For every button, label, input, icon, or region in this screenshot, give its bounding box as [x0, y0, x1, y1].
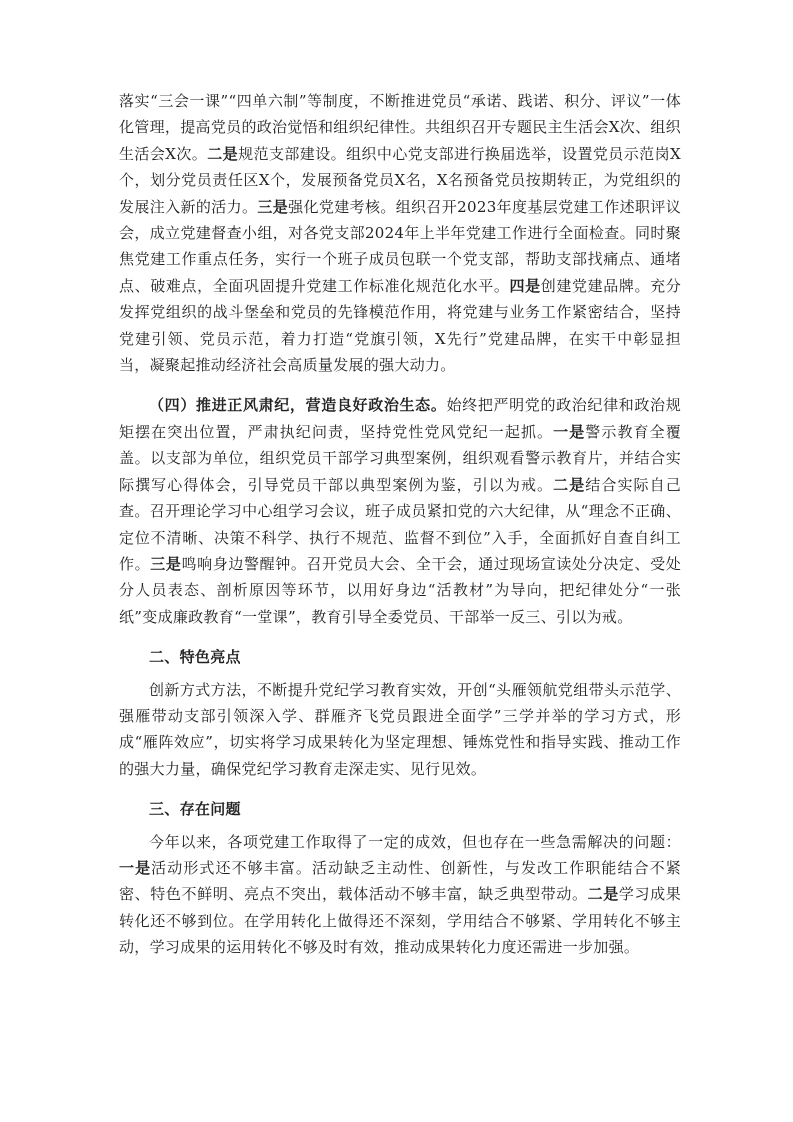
para-text: 创建党建品牌。充分发挥党组织的战斗堡垒和党员的先锋模范作用，将党建与业务工作紧密结合，坚持党建引领、党员示范，着力打造“党旗引领，X先行”党建品牌，在实干中彰显担当，凝聚起推动经济社会高质量发展的强大动力。 [119, 276, 681, 375]
bold-ordinal: 四是 [509, 276, 541, 295]
para-text: 警示教育全覆盖。以支部为单位，组织党员干部学习典型案例，组织观看警示教育片，并结合实际撰写心得体会，引导党员干部以典型案例为鉴，引以为戒。 [119, 422, 681, 494]
para-text: 规范支部建设。组织中心党支部进行换届选举，设置党员示范岗X个，划分党员责任区X个，发展预备党员X名，X名预备党员按期转正，为党组织的发展注入新的活力。 [119, 144, 681, 216]
bold-ordinal: 一是 [119, 858, 152, 877]
bold-ordinal: 一是 [553, 422, 586, 441]
document-page [119, 88, 681, 961]
paragraph-discipline [119, 392, 681, 630]
para-text: 今年以来，各项党建工作取得了一定的成效，但也存在一些急需解决的问题： [149, 832, 681, 851]
para-text: 始终把严明党的政治纪律和政治规矩摆在突出位置，严肃执纪问责，坚持党性党风党纪一起抓。 [119, 396, 681, 441]
paragraph-problems [119, 829, 681, 961]
bold-ordinal: 三是 [257, 197, 289, 216]
para-text: 强化党建考核。组织召开2023年度基层党建工作述职评议会，成立党建督查小组，对各党支部2024年上半年党建工作进行全面检查。同时聚焦党建工作重点任务，实行一个班子成员包联一个党支部，帮助支部找痛点、通堵点、破难点，全面巩固提升党建工作标准化规范化水平。 [119, 197, 681, 295]
bold-ordinal: 二是 [587, 885, 619, 904]
para-text: 结合实际自己查。召开理论学习中心组学习会议，班子成员紧扣党的六大纪律，从“理念不正确、定位不清晰、决策不科学、执行不规范、监督不到位”入手，全面抓好自查自纠工作。 [119, 475, 681, 573]
section-heading-problems: 三、存在问题 [149, 800, 241, 819]
paragraph-party-building-continued [119, 88, 681, 378]
paragraph-highlights [119, 677, 681, 783]
section-heading-highlights: 二、特色亮点 [149, 648, 241, 667]
bold-ordinal: 三是 [150, 554, 182, 573]
subsection-heading: （四）推进正风肃纪，营造良好政治生态。 [149, 396, 447, 415]
para-text: 活动形式还不够丰富。活动缺乏主动性、创新性，与发改工作职能结合不紧密、特色不鲜明、亮点不突出，载体活动不够丰富，缺乏典型带动。 [119, 858, 682, 904]
para-text: 创新方式方法，不断提升党纪学习教育实效，开创“头雁领航党组带头示范学、强雁带动支部引领深入学、群雁齐飞党员跟进全面学”三学并举的学习方式，形成“雁阵效应”，切实将学习成果转化为坚定理想、锤炼党性和指导实践、推动工作的强大力量，确保党纪学习教育走深走实、见行见效。 [119, 680, 681, 778]
bold-ordinal: 二是 [207, 144, 239, 163]
para-text: 鸣响身边警醒钟。召开党员大会、全干会，通过现场宣读处分决定、受处分人员表态、剖析原因等环节，以用好身边“活教材”为导向，把纪律处分“一张纸”变成廉政教育“一堂课”，教育引导全委党员、干部举一反三、引以为戒。 [119, 554, 681, 626]
para-text: 落实“三会一课”“四单六制”等制度，不断推进党员“承诺、践诺、积分、评议”一体化管理，提高党员的政治觉悟和组织纪律性。共组织召开专题民主生活会X次、组织生活会X次。 [119, 92, 681, 163]
para-text: 学习成果转化还不够到位。在学用转化上做得还不深刻，学用结合不够紧、学用转化不够主动，学习成果的运用转化不够及时有效，推动成果转化力度还需进一步加强。 [119, 885, 682, 957]
bold-ordinal: 二是 [553, 475, 586, 494]
